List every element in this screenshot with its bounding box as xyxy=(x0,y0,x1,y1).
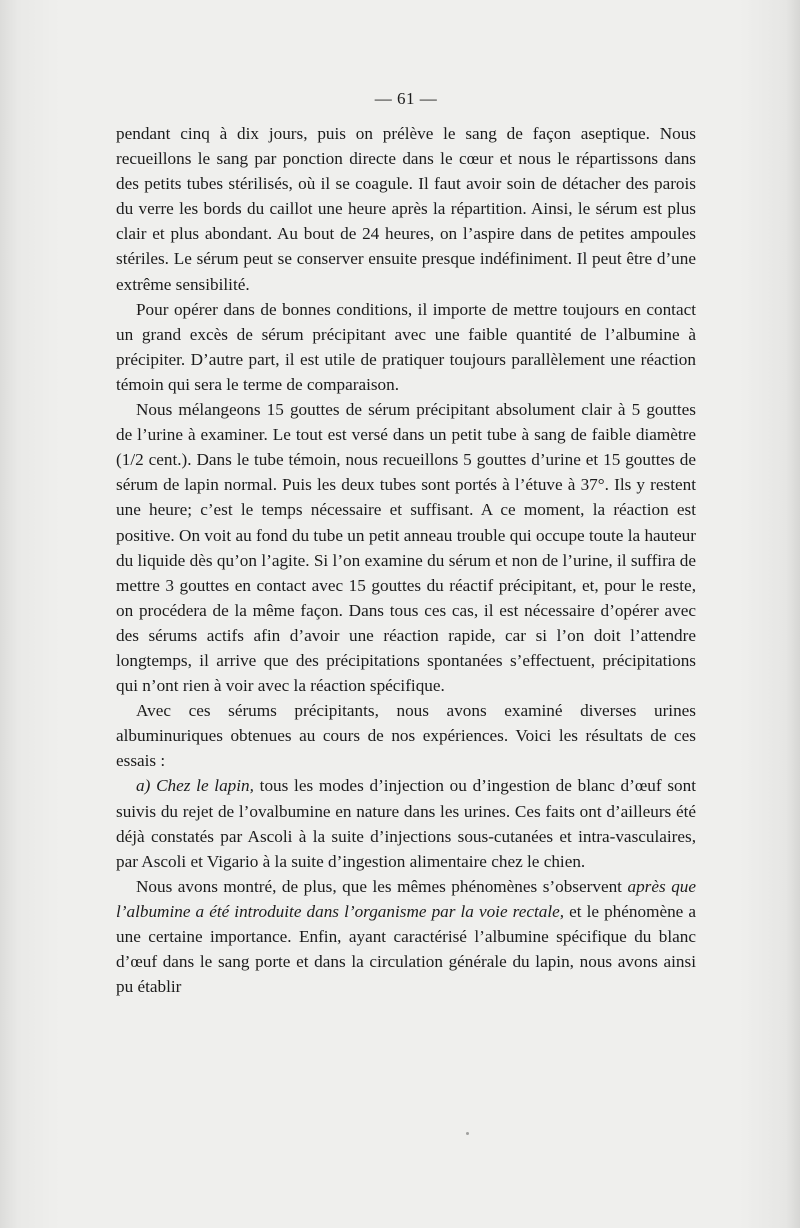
paragraph-6-text-after: et le phénomène a une certaine importance. Enfin, ayant caractérisé l’albumine spécifique du blanc d’œuf dans le sang porte et dans la circulation générale du lapin, nous avons ainsi pu établir xyxy=(116,901,696,997)
page-body xyxy=(116,86,696,999)
paragraph-6 xyxy=(116,874,696,999)
paragraph-5-label: a) xyxy=(136,776,151,796)
paragraph-6-italic: après que l’albumine a été introduite dans l’organisme par la voie rectale, xyxy=(116,876,697,921)
paragraph-3: Nous mélangeons 15 gouttes de sérum précipitant absolument clair à 5 gouttes de l’urine à examiner. Le tout est versé dans un petit tube à sang de faible diamètre (1/2 cent.). Dans le tube témoin, nous recueillons 5 gouttes d’urine et 15 gouttes de sérum de lapin normal. Puis les deux tubes sont portés à l’étuve à 37°. Ils y restent une heure; c’est le temps nécessaire et suffisant. A ce moment, la réaction est positive. On voit au fond du tube un petit anneau trouble qui occupe toute la hauteur du liquide dès qu’on l’agite. Si l’on examine du sérum et non de l’urine, il suffira de mettre 3 gouttes en contact avec 15 gouttes du réactif précipitant, et, pour le reste, on procédera de la même façon. Dans tous ces cas, il est nécessaire d’opérer avec des sérums actifs afin d’avoir une réaction rapide, car si l’on doit l’attendre longtemps, il arrive que des précipitations spontanées s’effectuent, précipitations qui n’ont rien à voir avec la réaction spécifique. xyxy=(116,400,696,696)
paragraph-6-text-before: Nous avons montré, de plus, que les mêmes phénomènes s’observent xyxy=(136,876,622,896)
paragraph-2: Pour opérer dans de bonnes conditions, il importe de mettre toujours en contact un grand excès de sérum précipitant avec une faible quantité de l’albumine à précipiter. D’autre part, il est utile de pratiquer toujours parallèlement une réaction témoin qui sera le terme de comparaison. xyxy=(116,299,696,394)
paragraph-5 xyxy=(116,773,696,873)
page-number: — 61 — xyxy=(374,89,438,108)
scan-speck xyxy=(466,1132,469,1135)
paragraph-4: Avec ces sérums précipitants, nous avons examiné diverses urines albuminuriques obtenues au cours de nos expériences. Voici les résultats de ces essais : xyxy=(116,701,696,771)
paragraph-5-text: tous les modes d’injection ou d’ingestion de blanc d’œuf sont suivis du rejet de l’ovalbumine en nature dans les urines. Ces faits ont d’ailleurs été déjà constatés par Ascoli à la suite d’injections sous-cutanées et intra-vasculaires, par Ascoli et Vigario à la suite d’ingestion alimentaire chez le chien. xyxy=(116,776,696,871)
paragraph-5-italic: Chez le lapin, xyxy=(156,776,254,796)
paragraph-1: pendant cinq à dix jours, puis on prélève le sang de façon aseptique. Nous recueillons le sang par ponction directe dans le cœur et nous le répartissons dans des petits tubes stérilisés, où il se coagule. Il faut avoir soin de détacher des parois du verre les bords du caillot une heure après la répartition. Ainsi, le sérum est plus clair et plus abondant. Au bout de 24 heures, on l’aspire dans de petites ampoules stériles. Le sérum peut se conserver ensuite presque indéfiniment. Il peut être d’une extrême sensibilité. xyxy=(116,124,696,294)
